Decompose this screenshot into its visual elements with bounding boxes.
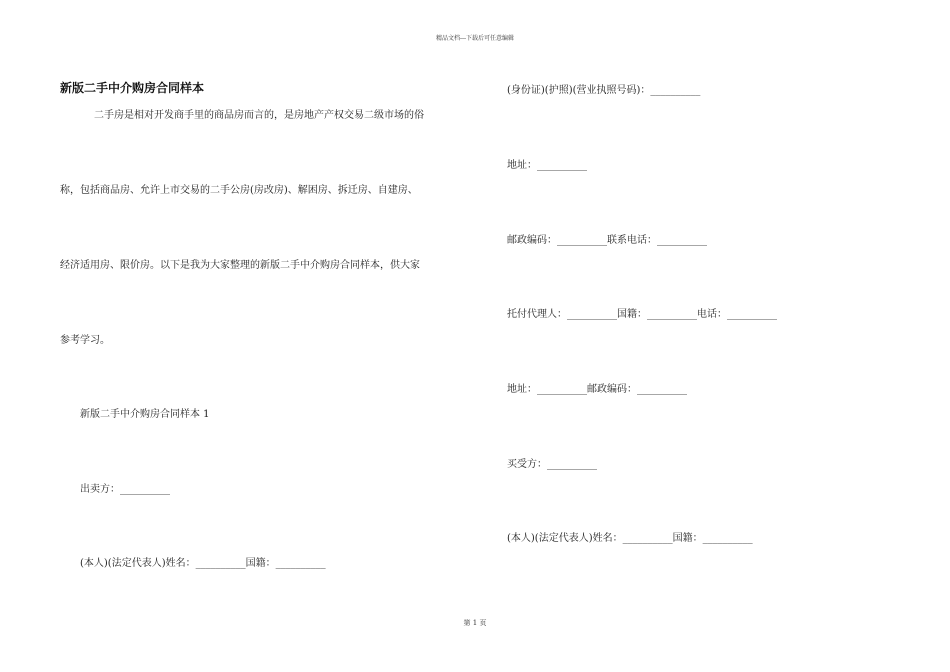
left-line-2: 称，包括商品房、允许上市交易的二手公房(房改房)、解困房、拆迁房、自建房、 [60, 185, 418, 196]
left-line-4: 参考学习。 [60, 335, 110, 346]
right-line-4: 托付代理人：__________国籍：__________电话：__________ [507, 309, 777, 320]
buyer-field: 买受方：__________ [507, 459, 597, 470]
right-line-3: 邮政编码：__________联系电话：__________ [507, 235, 707, 246]
right-line-2: 地址：__________ [507, 160, 587, 171]
buyer-name-field: (本人)(法定代表人)姓名：__________国籍：__________ [507, 533, 753, 544]
page-number: 第 1 页 [463, 619, 487, 627]
right-line-5: 地址：__________邮政编码：__________ [507, 384, 687, 395]
page-header: 精品文档---下载后可任意编辑 [435, 35, 515, 42]
left-line-3: 经济适用房、限价房。以下是我为大家整理的新版二手中介购房合同样本，供大家 [60, 260, 420, 271]
document-title: 新版二手中介购房合同样本 [60, 81, 205, 95]
sample-heading: 新版二手中介购房合同样本 1 [80, 409, 210, 420]
left-line-1: 二手房是相对开发商手里的商品房而言的，是房地产产权交易二级市场的俗 [94, 110, 424, 121]
right-line-1: (身份证)(护照)(营业执照号码)：__________ [507, 85, 701, 96]
seller-name-field: (本人)(法定代表人)姓名：__________国籍：__________ [80, 558, 326, 569]
seller-field: 出卖方：__________ [80, 484, 170, 495]
